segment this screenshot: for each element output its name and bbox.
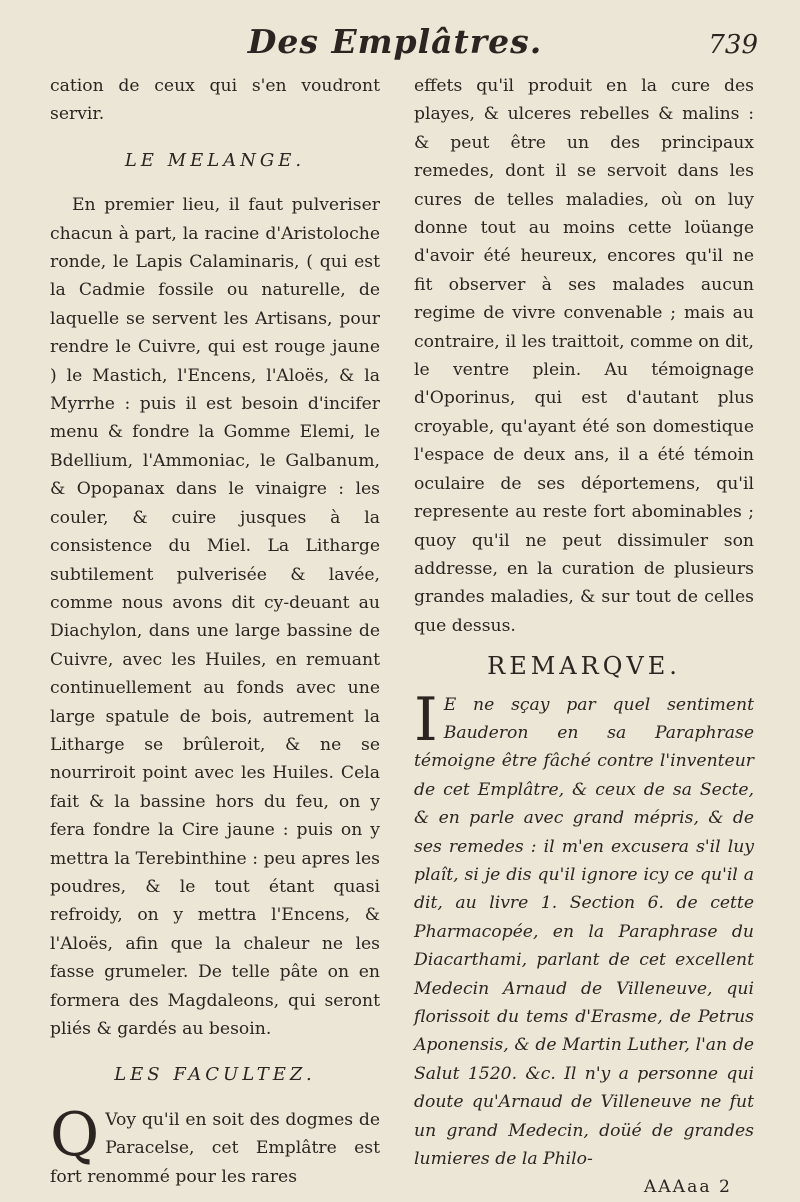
page-number: 739 [708, 30, 758, 60]
left-paragraph-3-text: Voy qu'il en soit des dogmes de Paracelse, cet Emplâtre est fort renommé pour les rares [50, 1109, 380, 1187]
drop-cap-i: I [414, 684, 438, 755]
left-column [50, 72, 380, 1191]
signature-mark: AAAaa 2 [643, 1177, 732, 1198]
right-column [414, 72, 754, 1202]
section-heading-melange: LE MELANGE. [124, 149, 306, 171]
left-paragraph-1: cation de ceux qui s'en voudront servir. [50, 76, 380, 125]
right-paragraph-2-text: E ne sçay par quel sentiment Bauderon en sa Paraphrase témoigne être fâché contre l'inventeur de cet Emplâtre, & ceux de sa Secte, & en parle avec grand mépris, & de ses remedes : il m'en excusera s'il luy plaît, si je dis qu'il ignore icy ce qu'il a dit, au livre 1. Section 6. de cette Pharmacopée, en la Paraphrase du Diacarthami, parlant de cet excellent Medecin Arnaud de Villeneuve, qui florissoit du tems d'Erasme, de Petrus Aponensis, & de Martin Luther, l'an de Salut 1520. &c. Il n'y a personne qui doute qu'Arnaud de Villeneuve ne fut un grand Medecin, doüé de grandes lumieres de la Philo- [414, 694, 754, 1170]
section-heading-remarque: REMARQVE. [487, 652, 681, 681]
right-paragraph-1: effets qu'il produit en la cure des playes, & ulceres rebelles & malins : & peut être un des principaux remedes, dont il se servoit dans les cures de telles maladies, où on luy donne tout au moins cette loüange d'avoir été heureux, encores qu'il ne fit observer à ses malades aucun regime de vivre convenable ; mais au contraire, il les traittoit, comme on dit, le ventre plein. Au témoignage d'Oporinus, qui est d'autant plus croyable, qu'ayant été son domestique l'espace de deux ans, il a été témoin oculaire de ses déportemens, qu'il represente au reste fort abominables ; quoy qu'il ne peut dissimuler son addresse, en la curation de plusieurs grandes maladies, & sur tout de celles que dessus. [414, 76, 754, 636]
right-paragraph-2 [414, 684, 754, 1174]
page-header [0, 18, 800, 70]
section-heading-facultez: LES FACULTEZ. [114, 1064, 316, 1086]
left-paragraph-2: En premier lieu, il faut pulveriser chacun à part, la racine d'Aristoloche ronde, le Lapis Calaminaris, ( qui est la Cadmie fossile ou naturelle, de laquelle se servent les Artisans, pour rendre le Cuivre, qui est rouge jaune ) le Mastich, l'Encens, l'Aloës, & la Myrrhe : puis il est besoin d'incifer menu & fondre la Gomme Elemi, le Bdellium, l'Ammoniac, le Galbanum, & Opopanax dans le vinaigre : les couler, & cuire jusques à la consistence du Miel. La Litharge subtilement pulverisée & lavée, comme nous avons dit cy-deuant au Diachylon, dans une large bassine de Cuivre, avec les Huiles, en remuant continuellement au fonds avec une large spatule de bois, autrement la Litharge se brûleroit, & ne se nourriroit point avec les Huiles. Cela fait & la bassine hors du feu, on y fera fondre la Cire jaune : puis on y mettra la Terebinthine : peu apres les poudres, & le tout étant quasi refroidy, on y mettra l'Encens, & l'Aloës, afin que la chaleur ne les fasse grumeler. De telle pâte on en formera des Magdaleons, qui seront pliés & gardés au besoin. [50, 195, 380, 1039]
drop-cap-q: Q [50, 1099, 100, 1170]
left-paragraph-3 [50, 1099, 380, 1191]
running-title: Des Emplâtres. [247, 22, 543, 61]
